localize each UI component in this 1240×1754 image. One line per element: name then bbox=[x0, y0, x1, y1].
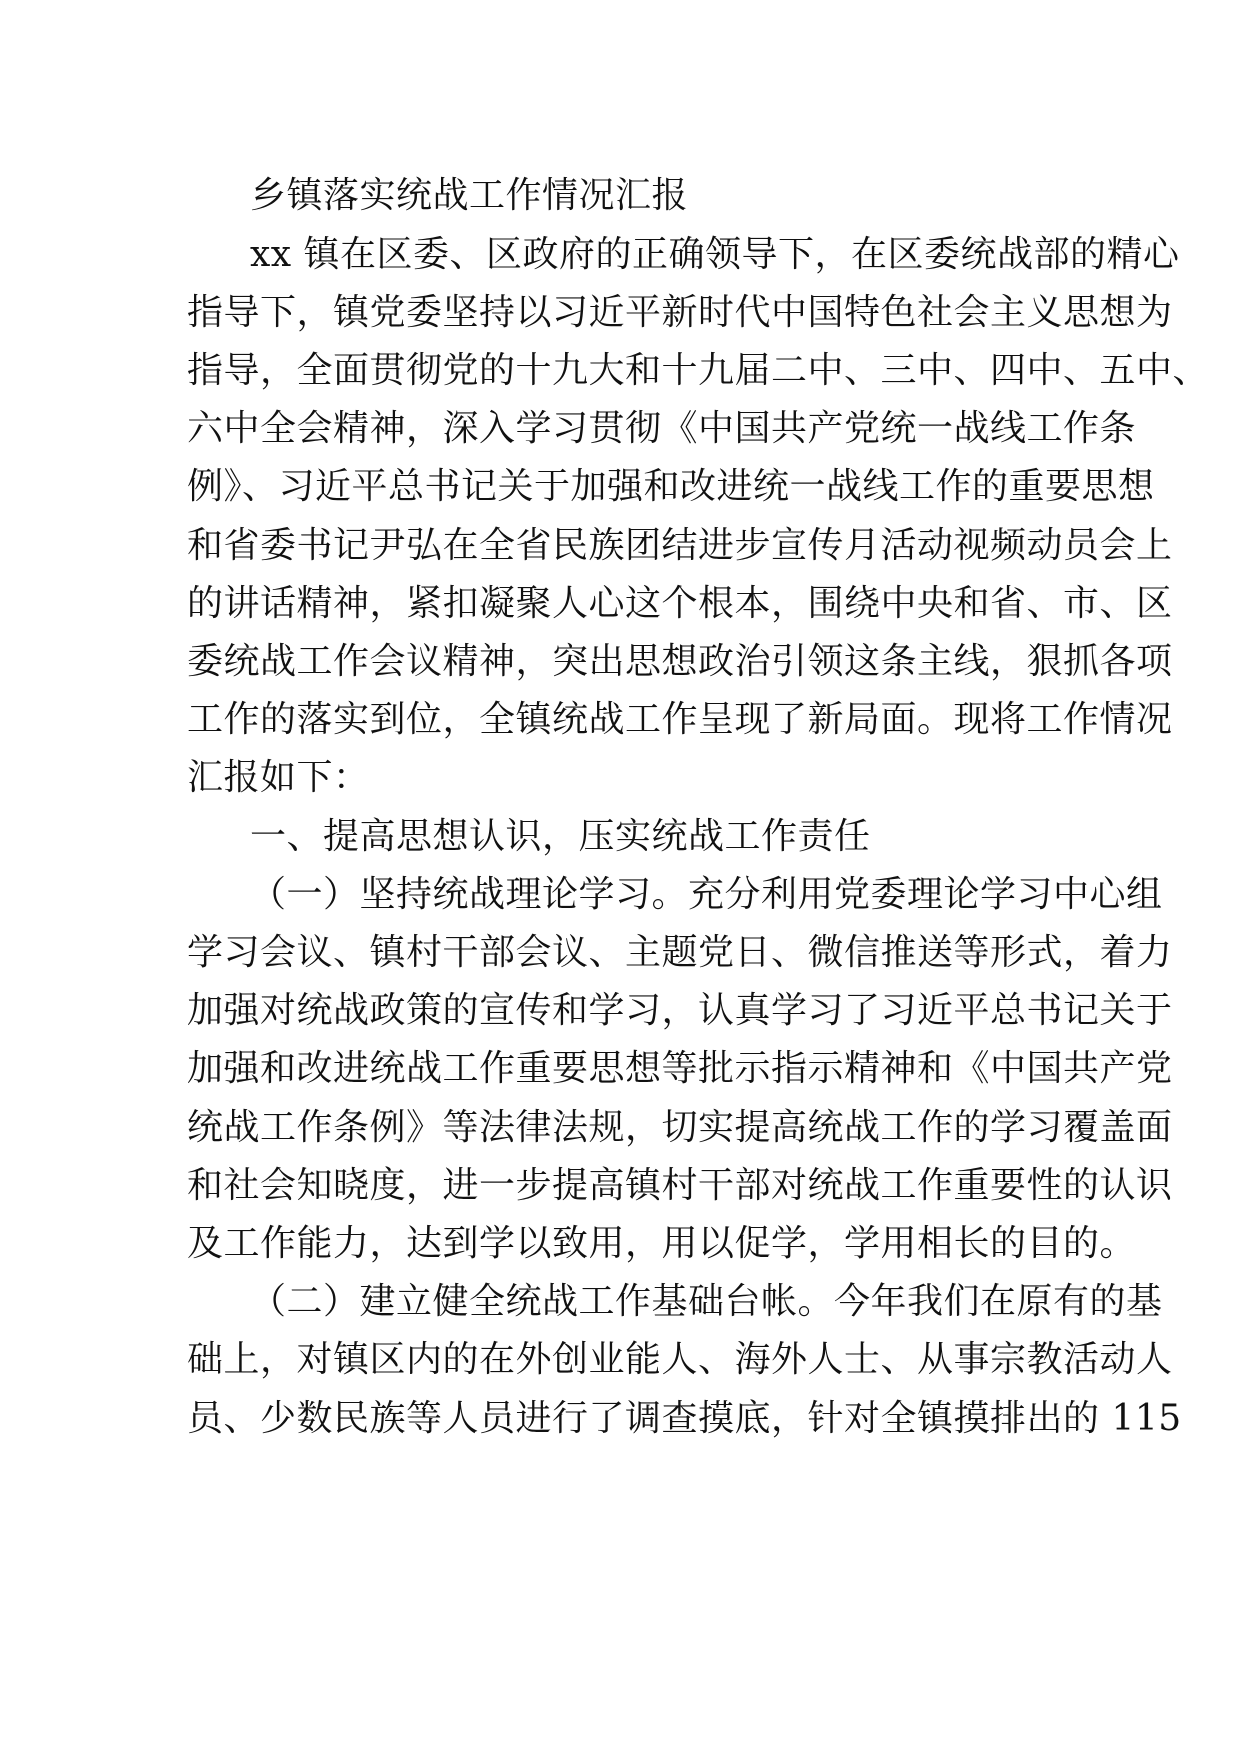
paragraph-line: 和省委书记尹弘在全省民族团结进步宣传月活动视频动员会上 bbox=[187, 525, 1173, 566]
paragraph-line: 加强和改进统战工作重要思想等批示指示精神和《中国共产党 bbox=[187, 1048, 1173, 1089]
paragraph-line: 员、少数民族等人员进行了调查摸底，针对全镇摸排出的 115 bbox=[187, 1398, 1182, 1439]
document-title: 乡镇落实统战工作情况汇报 bbox=[250, 175, 689, 216]
paragraph-line: 委统战工作会议精神，突出思想政治引领这条主线，狠抓各项 bbox=[187, 641, 1173, 682]
paragraph-line: 的讲话精神，紧扣凝聚人心这个根本，围绕中央和省、市、区 bbox=[187, 583, 1173, 624]
paragraph-line: 例》、习近平总书记关于加强和改进统一战线工作的重要思想 bbox=[187, 466, 1155, 507]
paragraph-line: 及工作能力，达到学以致用，用以促学，学用相长的目的。 bbox=[187, 1223, 1137, 1264]
paragraph-line: 础上，对镇区内的在外创业能人、海外人士、从事宗教活动人 bbox=[187, 1339, 1173, 1380]
paragraph-line: xx 镇在区委、区政府的正确领导下，在区委统战部的精心 bbox=[250, 234, 1180, 275]
paragraph-line: 指导，全面贯彻党的十九大和十九届二中、三中、四中、五中、 bbox=[187, 350, 1210, 391]
section-heading: 一、提高思想认识，压实统战工作责任 bbox=[250, 816, 871, 857]
paragraph-line: 和社会知晓度，进一步提高镇村干部对统战工作重要性的认识 bbox=[187, 1165, 1173, 1206]
paragraph-line: 指导下，镇党委坚持以习近平新时代中国特色社会主义思想为 bbox=[187, 292, 1173, 333]
paragraph-line: 加强对统战政策的宣传和学习，认真学习了习近平总书记关于 bbox=[187, 990, 1173, 1031]
paragraph-line: 六中全会精神，深入学习贯彻《中国共产党统一战线工作条 bbox=[187, 408, 1137, 449]
paragraph-line: 统战工作条例》等法律法规，切实提高统战工作的学习覆盖面 bbox=[187, 1107, 1173, 1148]
paragraph-line: （二）建立健全统战工作基础台帐。今年我们在原有的基 bbox=[250, 1281, 1163, 1322]
paragraph-line: 汇报如下： bbox=[187, 757, 370, 798]
paragraph-line: 学习会议、镇村干部会议、主题党日、微信推送等形式，着力 bbox=[187, 932, 1173, 973]
paragraph-line: （一）坚持统战理论学习。充分利用党委理论学习中心组 bbox=[250, 874, 1163, 915]
paragraph-line: 工作的落实到位，全镇统战工作呈现了新局面。现将工作情况 bbox=[187, 699, 1173, 740]
